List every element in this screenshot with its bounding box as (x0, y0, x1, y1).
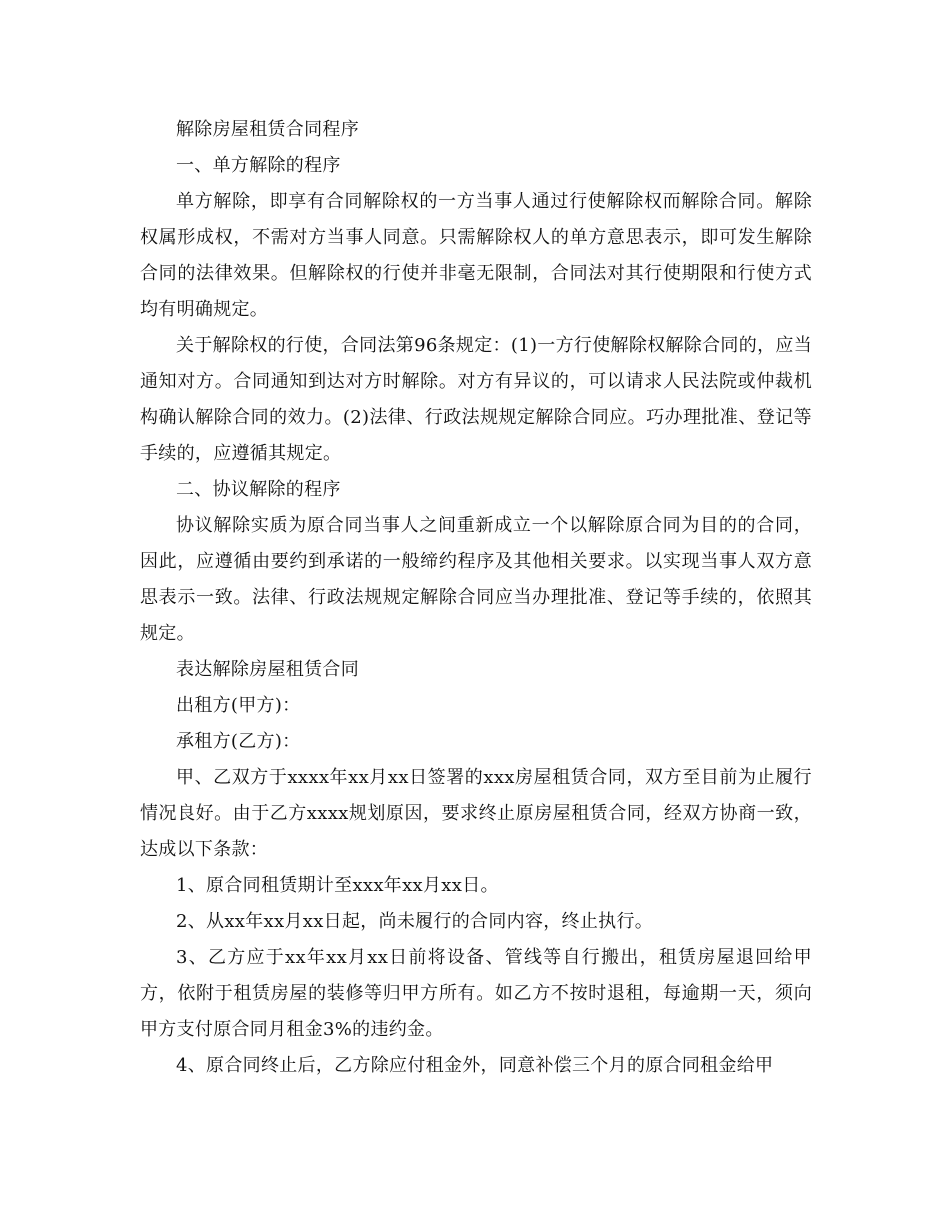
paragraph-article-96: 关于解除权的行使，合同法第96条规定：(1)一方行使解除权解除合同的，应当通知对方。合同通知到达对方时解除。对方有异议的，可以请求人民法院或仲裁机构确认解除合同的效力。(2)法律、行政法规规定解除合同应。巧办理批准、登记等手续的，应遵循其规定。 (140, 335, 812, 464)
document-body (140, 112, 812, 1084)
clause-1: 1、原合同租赁期计至xxx年xx月xx日。 (176, 875, 499, 896)
paragraph-unilateral-definition: 单方解除，即享有合同解除权的一方当事人通过行使解除权而解除合同。解除权属形成权，不需对方当事人同意。只需解除权人的单方意思表示，即可发生解除合同的法律效果。但解除权的行使并非毫无限制，合同法对其行使期限和行使方式均有明确规定。 (140, 191, 812, 320)
document-title: 解除房屋租赁合同程序 (176, 119, 359, 140)
paragraph-preamble: 甲、乙双方于xxxx年xx月xx日签署的xxx房屋租赁合同，双方至目前为止履行情况良好。由于乙方xxxx规划原因，要求终止原房屋租赁合同，经双方协商一致，达成以下条款： (140, 767, 812, 860)
party-a-lessor: 出租方(甲方)： (176, 695, 301, 716)
clause-4: 4、原合同终止后，乙方除应付租金外，同意补偿三个月的原合同租金给甲 (176, 1055, 774, 1076)
section-heading-agreement: 二、协议解除的程序 (176, 479, 341, 500)
section-heading-unilateral: 一、单方解除的程序 (176, 155, 341, 176)
paragraph-agreement-definition: 协议解除实质为原合同当事人之间重新成立一个以解除原合同为目的的合同，因此，应遵循由要约到承诺的一般缔约程序及其他相关要求。以实现当事人双方意思表示一致。法律、行政法规规定解除合同应当办理批准、登记等手续的，依照其规定。 (140, 515, 812, 644)
party-b-lessee: 承租方(乙方)： (176, 731, 301, 752)
clause-3: 3、乙方应于xx年xx月xx日前将设备、管线等自行搬出，租赁房屋退回给甲方，依附于租赁房屋的装修等归甲方所有。如乙方不按时退租，每逾期一天，须向甲方支付原合同月租金3%的违约金。 (140, 947, 812, 1040)
clause-2: 2、从xx年xx月xx日起，尚未履行的合同内容，终止执行。 (176, 911, 654, 932)
subtitle-termination-agreement: 表达解除房屋租赁合同 (176, 659, 359, 680)
